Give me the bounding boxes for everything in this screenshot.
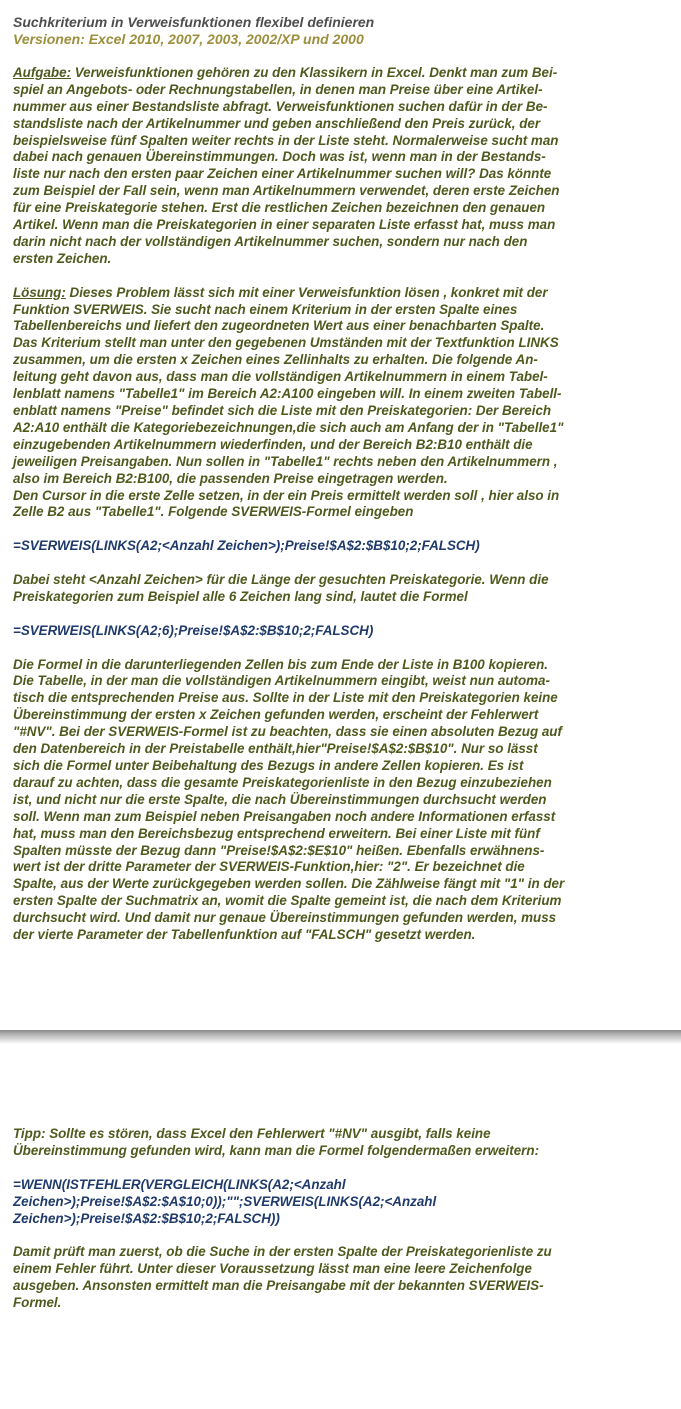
- version-info: Versionen: Excel 2010, 2007, 2003, 2002/XP und 2000: [13, 31, 364, 47]
- text-line: sich die Formel unter Beibehaltung des Bezugs in andere Zellen kopieren. Es ist: [13, 757, 524, 773]
- document-title: Suchkriterium in Verweisfunktionen flexibel definieren: [13, 14, 375, 30]
- text-line: lenblatt namens "Tabelle1" im Bereich A2:A100 eingeben will. In einem zweiten Tabell-: [13, 386, 562, 402]
- text-line: Preiskategorien zum Beispiel alle 6 Zeichen lang sind, lautet die Formel: [13, 588, 468, 604]
- text-line: ersten Zeichen.: [13, 250, 112, 266]
- text-line: Spalte, aus der Werte zurückgegeben werden sollen. Die Zählweise fängt mit "1" in der: [13, 876, 565, 892]
- document-page-1: [13, 14, 633, 944]
- text-line: den Datenbereich in der Preistabelle enthält,hier"Preise!$A$2:$B$10". Nur so lässt: [13, 741, 538, 757]
- page-break-separator: [0, 1030, 681, 1044]
- loesung-paragraph: [13, 285, 633, 522]
- text-line: hat, muss man den Bereichsbezug entsprechend erweitern. Bei einer Liste mit fünf: [13, 825, 540, 841]
- text-line: Damit prüft man zuerst, ob die Suche in der ersten Spalte der Preiskategorienliste zu: [13, 1244, 552, 1260]
- text-line: Formel.: [13, 1295, 62, 1311]
- text-line: standsliste nach der Artikelnummer und geben anschließend den Preis zurück, der: [13, 115, 541, 131]
- text-line: also im Bereich B2:B100, die passenden Preise eingetragen werden.: [13, 470, 448, 486]
- formula-sverweis-generic: =SVERWEIS(LINKS(A2;<Anzahl Zeichen>);Preise!$A$2:$B$10;2;FALSCH): [13, 538, 480, 554]
- document-page-2: [13, 1126, 633, 1312]
- text-line: jeweiligen Preisangaben. Nun sollen in "Tabelle1" rechts neben den Artikelnummern ,: [13, 453, 558, 469]
- text-line: dabei nach genauen Übereinstimmungen. Doch was ist, wenn man in der Bestands-: [13, 149, 546, 165]
- text-line: ausgeben. Ansonsten ermittelt man die Preisangabe mit der bekannten SVERWEIS-: [13, 1278, 544, 1294]
- final-paragraph: [13, 1244, 633, 1312]
- text-line: Dieses Problem lässt sich mit einer Verweisfunktion lösen , konkret mit der: [65, 284, 548, 300]
- text-line: Das Kriterium stellt man unter den gegebenen Umständen mit der Textfunktion LINKS: [13, 335, 559, 351]
- text-line: einzugebenden Artikelnummern wiederfinden, und der Bereich B2:B10 enthält die: [13, 436, 533, 452]
- text-line: Übereinstimmung der ersten x Zeichen gefunden werden, erscheint der Fehlerwert: [13, 707, 539, 723]
- closing-paragraph: [13, 657, 633, 944]
- text-line: Zelle B2 aus "Tabelle1". Folgende SVERWEIS-Formel eingeben: [13, 504, 414, 520]
- text-line: für eine Preiskategorie stehen. Erst die restlichen Zeichen bezeichnen den genauen: [13, 200, 546, 216]
- text-line: Tabellenbereichs und liefert den zugeordneten Wert aus einer benachbarten Spalte.: [13, 318, 545, 334]
- tipp-paragraph: [13, 1126, 633, 1160]
- text-line: Den Cursor in die erste Zelle setzen, in der ein Preis ermittelt werden soll , hier also in: [13, 487, 560, 503]
- text-line: darin nicht nach der vollständigen Artikelnummer suchen, sondern nur nach den: [13, 233, 528, 249]
- formula-wenn-istfehler: [13, 1177, 633, 1228]
- text-line: beispielsweise fünf Spalten weiter rechts in der Liste steht. Normalerweise sucht man: [13, 132, 559, 148]
- text-line: Übereinstimmung gefunden wird, kann man die Formel folgendermaßen erweitern:: [13, 1142, 540, 1158]
- text-line: wert ist der dritte Parameter der SVERWEIS-Funktion,hier: "2". Er bezeichnet die: [13, 859, 525, 875]
- text-line: enblatt namens "Preise" befindet sich die Liste mit den Preiskategorien: Der Bereich: [13, 403, 552, 418]
- text-line: nummer aus einer Bestandsliste abfragt. Verweisfunktionen suchen dafür in der Be-: [13, 98, 548, 114]
- text-line: der vierte Parameter der Tabellenfunktion auf "FALSCH" gesetzt werden.: [13, 927, 476, 943]
- text-line: Verweisfunktionen gehören zu den Klassikern in Excel. Denkt man zum Bei-: [71, 64, 558, 80]
- text-line: zusammen, um die ersten x Zeichen eines Zellinhalts zu erhalten. Die folgende An-: [13, 352, 538, 368]
- text-line: Die Formel in die darunterliegenden Zellen bis zum Ende der Liste in B100 kopieren.: [13, 656, 549, 672]
- text-line: Artikel. Wenn man die Preiskategorien in einer separaten Liste erfasst hat, muss man: [13, 217, 556, 233]
- text-line: leitung geht davon aus, dass man die vollständigen Artikelnummern in einem Tabel-: [13, 369, 548, 385]
- text-line: tisch die entsprechenden Preise aus. Sollte in der Liste mit den Preiskategorien keine: [13, 690, 558, 706]
- explanation-paragraph: [13, 572, 633, 606]
- text-line: ersten Spalte der Suchmatrix an, womit die Spalte gemeint ist, die nach dem Kriterium: [13, 893, 562, 909]
- text-line: "#NV". Bei der SVERWEIS-Formel ist zu beachten, dass sie einen absoluten Bezug auf: [13, 724, 562, 740]
- text-line: Die Tabelle, in der man die vollständigen Artikelnummern eingibt, weist nun automa-: [13, 673, 550, 689]
- text-line: Tipp: Sollte es stören, dass Excel den Fehlerwert "#NV" ausgibt, falls keine: [13, 1126, 491, 1141]
- text-line: durchsucht wird. Und damit nur genaue Übereinstimmungen gefunden werden, muss: [13, 910, 557, 926]
- aufgabe-paragraph: [13, 65, 633, 268]
- loesung-label: Lösung:: [13, 284, 66, 300]
- text-line: Dabei steht <Anzahl Zeichen> für die Länge der gesuchten Preiskategorie. Wenn die: [13, 572, 549, 588]
- text-line: Spalten müsste der Bezug dann "Preise!$A$2:$E$10" heißen. Ebenfalls erwähnens-: [13, 842, 545, 858]
- formula-line: Zeichen>);Preise!$A$2:$B$10;2;FALSCH)): [13, 1210, 280, 1226]
- text-line: ist, und nicht nur die erste Spalte, die nach Übereinstimmungen durchsucht werden: [13, 791, 547, 807]
- formula-line: Zeichen>);Preise!$A$2:$A$10;0));"";SVERWEIS(LINKS(A2;<Anzahl: [13, 1193, 437, 1209]
- text-line: Funktion SVERWEIS. Sie sucht nach einem Kriterium in der ersten Spalte eines: [13, 301, 518, 317]
- formula-line: =WENN(ISTFEHLER(VERGLEICH(LINKS(A2;<Anzahl: [13, 1176, 346, 1192]
- formula-sverweis-example: =SVERWEIS(LINKS(A2;6);Preise!$A$2:$B$10;2;FALSCH): [13, 622, 374, 638]
- aufgabe-label: Aufgabe:: [13, 64, 72, 80]
- text-line: liste nur nach den ersten paar Zeichen einer Artikelnummer suchen will? Das könnte: [13, 166, 552, 182]
- text-line: spiel an Angebots- oder Rechnungstabellen, in denen man Preise über eine Artikel-: [13, 81, 543, 97]
- text-line: zum Beispiel der Fall sein, wenn man Artikelnummern verwendet, deren erste Zeichen: [13, 183, 560, 199]
- text-line: soll. Wenn man zum Beispiel neben Preisangaben noch andere Informationen erfasst: [13, 808, 556, 824]
- text-line: einem Fehler führt. Unter dieser Voraussetzung lässt man eine leere Zeichenfolge: [13, 1261, 532, 1277]
- text-line: A2:A10 enthält die Kategoriebezeichnungen,die sich auch am Anfang der in "Tabelle1": [13, 419, 564, 435]
- text-line: darauf zu achten, dass die gesamte Preiskategorienliste in den Bezug einzubeziehen: [13, 774, 552, 790]
